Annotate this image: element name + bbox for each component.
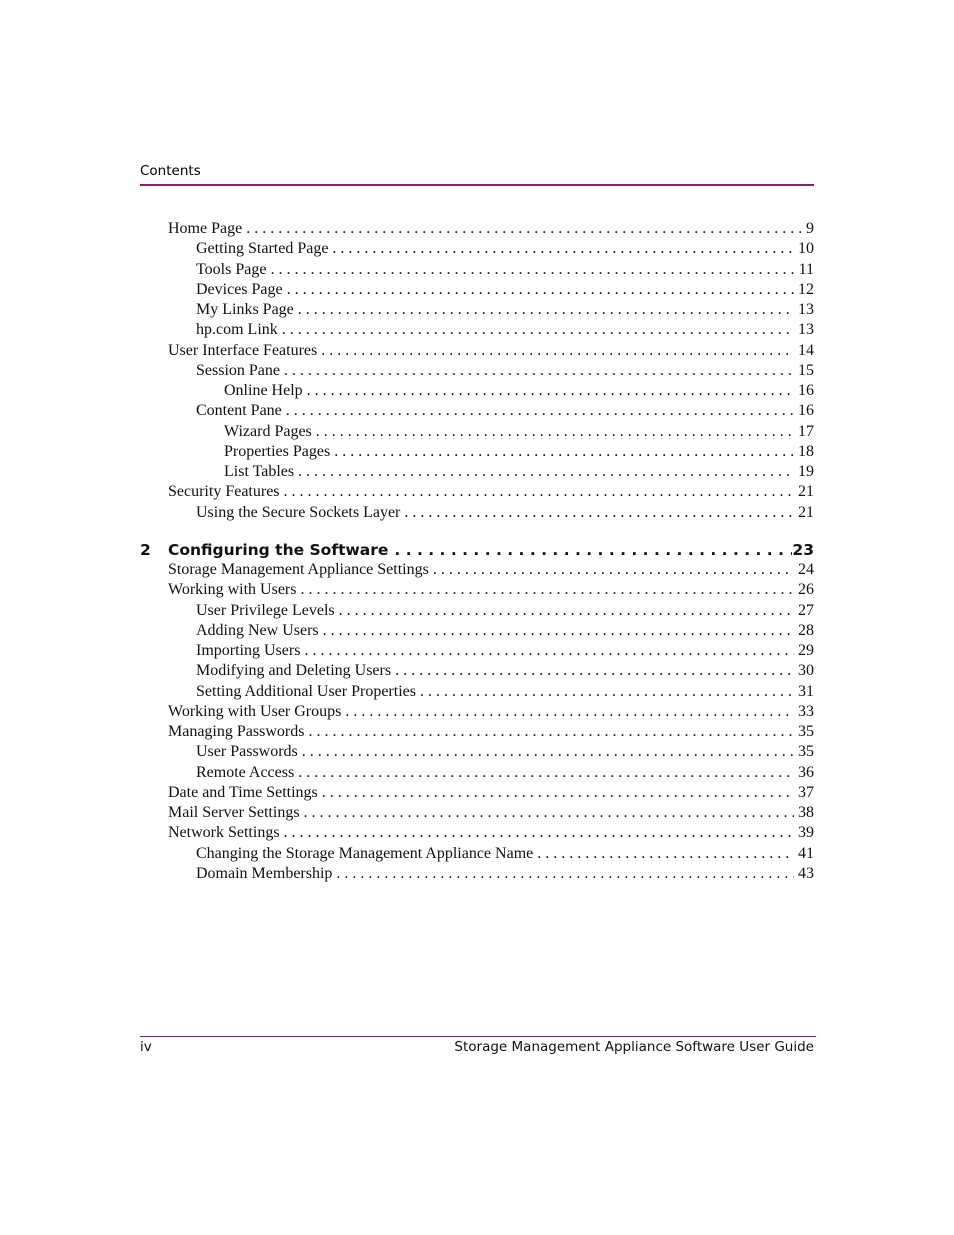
leader-dots <box>335 601 794 621</box>
leader-dots <box>242 219 802 239</box>
running-header: Contents <box>140 163 201 179</box>
chapter-title: Configuring the Software <box>168 540 389 559</box>
toc-entry-page: 18 <box>798 442 814 460</box>
toc-entry[interactable] <box>140 503 814 523</box>
toc-entry-title: Tools Page <box>196 260 267 278</box>
toc-entry-page: 21 <box>798 483 814 501</box>
toc-entry-page: 13 <box>798 301 814 318</box>
toc-entry-title: Changing the Storage Management Appliance Name <box>196 844 534 862</box>
toc-entry-title: Managing Passwords <box>168 723 305 740</box>
toc-entry-title: Domain Membership <box>196 864 333 882</box>
toc-entry-page: 15 <box>798 361 814 379</box>
toc-entry-title: Mail Server Settings <box>168 804 300 821</box>
leader-dots <box>294 462 794 482</box>
toc-entry-title: Online Help <box>224 382 303 399</box>
leader-dots <box>416 682 794 702</box>
toc-entry-title: Network Settings <box>168 824 280 842</box>
toc-entry-page: 13 <box>798 321 814 339</box>
leader-dots <box>318 783 794 803</box>
toc-entry-title: Session Pane <box>196 361 280 379</box>
leader-dots <box>296 580 794 600</box>
toc-entry[interactable] <box>140 482 814 502</box>
toc-entry[interactable] <box>140 783 814 803</box>
toc-entry[interactable] <box>140 560 814 580</box>
toc-entry-page: 38 <box>798 804 814 821</box>
toc-entry[interactable] <box>140 361 814 381</box>
toc-entry[interactable] <box>140 280 814 300</box>
leader-dots <box>303 381 794 401</box>
leader-dots <box>278 320 794 340</box>
leader-dots <box>283 280 794 300</box>
toc-entry-title: Content Pane <box>196 402 282 420</box>
page-number: iv <box>140 1039 152 1055</box>
toc-entry[interactable] <box>140 722 814 742</box>
toc-entry-page: 30 <box>798 662 814 680</box>
toc-entry-page: 31 <box>798 682 814 700</box>
toc-entry-title: User Passwords <box>196 743 298 761</box>
toc-entry-title: Date and Time Settings <box>168 783 318 801</box>
toc-entry[interactable] <box>140 219 814 239</box>
toc-entry-page: 17 <box>798 422 814 440</box>
leader-dots <box>391 661 794 681</box>
toc-entry-page: 28 <box>798 621 814 639</box>
toc-entry-page: 16 <box>798 382 814 399</box>
leader-dots <box>429 560 794 580</box>
toc-entry[interactable] <box>140 462 814 482</box>
toc-entry[interactable] <box>140 661 814 681</box>
leader-dots <box>332 864 794 884</box>
toc-entry[interactable] <box>140 442 814 462</box>
toc-entry-title: User Interface Features <box>168 341 318 359</box>
leader-dots <box>304 722 794 742</box>
leader-dots <box>312 422 794 442</box>
toc-entry[interactable] <box>140 641 814 661</box>
toc-entry[interactable] <box>140 742 814 762</box>
toc-entry-title: Devices Page <box>196 280 283 298</box>
toc-entry-page: 36 <box>798 763 814 781</box>
toc-entry-page: 10 <box>798 240 814 258</box>
leader-dots <box>317 341 794 361</box>
toc-entry-page: 37 <box>798 783 814 801</box>
guide-title: Storage Management Appliance Software User Guide <box>454 1039 814 1055</box>
leader-dots <box>294 763 794 783</box>
toc-entry[interactable] <box>140 422 814 442</box>
toc-entry-page: 29 <box>798 642 814 659</box>
toc-entry[interactable] <box>140 844 814 864</box>
leader-dots <box>298 742 794 762</box>
toc-entry-title: Working with Users <box>168 581 297 599</box>
toc-entry-page: 12 <box>798 280 814 298</box>
toc-entry[interactable] <box>140 702 814 722</box>
toc-section-after <box>140 560 814 884</box>
table-of-contents <box>140 219 814 884</box>
toc-entry-title: Wizard Pages <box>224 422 312 440</box>
chapter-page: 23 <box>792 540 814 559</box>
leader-dots <box>330 442 794 462</box>
toc-entry-page: 19 <box>798 463 814 480</box>
leader-dots <box>266 260 794 280</box>
toc-entry[interactable] <box>140 682 814 702</box>
toc-entry[interactable] <box>140 341 814 361</box>
toc-entry[interactable] <box>140 580 814 600</box>
leader-dots <box>282 401 794 421</box>
chapter-heading[interactable] <box>140 540 814 560</box>
toc-entry-page: 33 <box>798 702 814 720</box>
leader-dots <box>300 803 794 823</box>
toc-entry-page: 39 <box>798 824 814 842</box>
leader-dots <box>280 361 794 381</box>
toc-entry[interactable] <box>140 601 814 621</box>
toc-entry-title: Setting Additional User Properties <box>196 682 416 700</box>
toc-entry[interactable] <box>140 239 814 259</box>
toc-entry-title: Working with User Groups <box>168 702 342 720</box>
toc-entry-title: Properties Pages <box>224 442 331 460</box>
toc-entry-title: Remote Access <box>196 763 295 781</box>
toc-entry-title: hp.com Link <box>196 321 278 339</box>
toc-entry-page: 21 <box>798 503 814 521</box>
toc-entry-page: 41 <box>798 844 814 862</box>
leader-dots <box>280 823 794 843</box>
leader-dots <box>280 482 794 502</box>
header-rule <box>140 184 814 186</box>
toc-entry[interactable] <box>140 320 814 340</box>
toc-entry-page: 16 <box>798 402 814 420</box>
toc-entry-page: 9 <box>806 220 814 237</box>
toc-entry-page: 35 <box>798 723 814 740</box>
leader-dots <box>300 641 794 661</box>
toc-entry[interactable] <box>140 864 814 884</box>
toc-section-before <box>140 219 814 523</box>
toc-entry-page: 27 <box>798 601 814 619</box>
leader-dots <box>341 702 794 722</box>
toc-entry-title: My Links Page <box>196 301 294 318</box>
toc-entry[interactable] <box>140 803 814 823</box>
chapter-number: 2 <box>140 540 151 559</box>
toc-entry-title: Storage Management Appliance Settings <box>168 561 429 578</box>
leader-dots <box>294 300 794 320</box>
toc-entry-title: Getting Started Page <box>196 240 329 258</box>
leader-dots <box>388 540 792 560</box>
leader-dots <box>319 621 794 641</box>
toc-entry-page: 11 <box>798 260 814 278</box>
toc-entry[interactable] <box>140 260 814 280</box>
toc-entry[interactable] <box>140 621 814 641</box>
footer-rule <box>140 1036 816 1037</box>
toc-entry[interactable] <box>140 823 814 843</box>
leader-dots <box>400 503 794 523</box>
toc-entry[interactable] <box>140 381 814 401</box>
toc-entry-title: User Privilege Levels <box>196 601 335 619</box>
toc-entry-title: Security Features <box>168 483 280 501</box>
leader-dots <box>533 844 794 864</box>
toc-entry-page: 24 <box>798 561 814 578</box>
toc-entry-page: 26 <box>798 581 814 599</box>
toc-entry-title: List Tables <box>224 463 295 480</box>
toc-entry-page: 14 <box>798 341 814 359</box>
toc-entry[interactable] <box>140 763 814 783</box>
toc-entry[interactable] <box>140 300 814 320</box>
toc-entry-page: 43 <box>798 864 814 882</box>
toc-entry-title: Home Page <box>168 220 243 237</box>
toc-entry-page: 35 <box>798 743 814 761</box>
toc-entry-title: Importing Users <box>196 642 301 659</box>
toc-entry-title: Modifying and Deleting Users <box>196 662 392 680</box>
toc-entry[interactable] <box>140 401 814 421</box>
toc-entry-title: Using the Secure Sockets Layer <box>196 503 401 521</box>
leader-dots <box>328 239 794 259</box>
toc-entry-title: Adding New Users <box>196 621 319 639</box>
